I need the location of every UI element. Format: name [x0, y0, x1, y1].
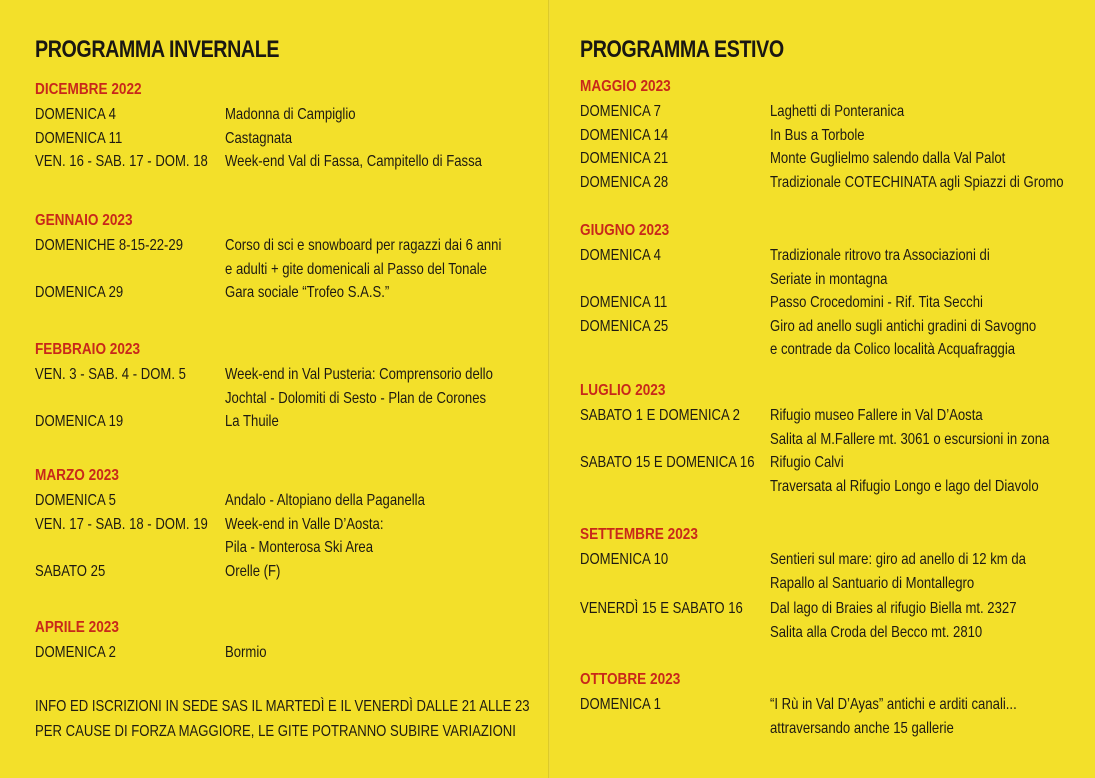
- winter-section-gennaio: [35, 210, 535, 305]
- event-row: [580, 693, 1085, 740]
- winter-section-febbraio: [35, 339, 535, 434]
- event-row: [35, 363, 535, 410]
- month-heading: OTTOBRE 2023: [580, 671, 681, 688]
- event-date: SABATO 15 E DOMENICA 16: [580, 454, 755, 471]
- event-description: Seriate in montagna: [770, 270, 888, 288]
- event-date: VENERDÌ 15 E SABATO 16: [580, 600, 743, 617]
- event-description: In Bus a Torbole: [770, 126, 865, 144]
- event-description: Corso di sci e snowboard per ragazzi dai 6 anni: [225, 237, 502, 254]
- event-description: Orelle (F): [225, 562, 281, 580]
- event-description: attraversando anche 15 gallerie: [770, 719, 954, 737]
- event-date: DOMENICA 11: [580, 294, 668, 311]
- month-heading: LUGLIO 2023: [580, 382, 666, 399]
- winter-program-title: PROGRAMMA INVERNALE: [35, 36, 280, 63]
- month-heading: APRILE 2023: [35, 619, 119, 636]
- event-description: “I Rù in Val D’Ayas” antichi e arditi canali...: [770, 696, 1017, 713]
- event-row: [580, 100, 1085, 124]
- summer-section-maggio: [580, 76, 1085, 194]
- event-date: DOMENICA 5: [35, 492, 116, 509]
- event-date: DOMENICA 2: [35, 644, 116, 661]
- event-description: Week-end in Val Pusteria: Comprensorio dello: [225, 366, 493, 383]
- month-heading: DICEMBRE 2022: [35, 81, 142, 98]
- winter-section-aprile: [35, 617, 535, 665]
- event-description: e contrade da Colico località Acquafraggia: [770, 341, 1016, 358]
- event-description: Rapallo al Santuario di Montallegro: [770, 574, 975, 592]
- summer-section-ottobre: [580, 669, 1085, 740]
- event-row: [35, 281, 535, 305]
- event-description: Monte Guglielmo salendo dalla Val Palot: [770, 150, 1006, 167]
- event-row: [580, 291, 1085, 315]
- event-description: Week-end Val di Fassa, Campitello di Fassa: [225, 153, 482, 170]
- event-row: [580, 244, 1085, 291]
- month-heading: MAGGIO 2023: [580, 78, 671, 95]
- event-date: SABATO 1 E DOMENICA 2: [580, 407, 740, 424]
- event-description: Dal lago di Braies al rifugio Biella mt. 2327: [770, 600, 1017, 617]
- summer-section-settembre: [580, 524, 1085, 644]
- event-date: DOMENICA 14: [580, 126, 669, 144]
- summer-program-title: PROGRAMMA ESTIVO: [580, 36, 784, 63]
- event-description: Rifugio Calvi: [770, 454, 844, 471]
- summer-section-giugno: [580, 220, 1085, 362]
- event-date: VEN. 16 - SAB. 17 - DOM. 18: [35, 153, 208, 170]
- event-date: DOMENICHE 8-15-22-29: [35, 237, 184, 254]
- summer-section-luglio: [580, 380, 1085, 498]
- event-description: Pila - Monterosa Ski Area: [225, 539, 374, 556]
- event-description: Castagnata: [225, 129, 293, 147]
- month-heading: GIUGNO 2023: [580, 222, 670, 239]
- event-date: VEN. 3 - SAB. 4 - DOM. 5: [35, 366, 186, 383]
- event-row: [580, 548, 1085, 595]
- event-row: [35, 234, 535, 281]
- event-description: Passo Crocedomini - Rif. Tita Secchi: [770, 294, 983, 311]
- footer-line: INFO ED ISCRIZIONI IN SEDE SAS IL MARTEDÌ E IL VENERDÌ DALLE 21 ALLE 23: [35, 698, 530, 715]
- event-description: Tradizionale ritrovo tra Associazioni di: [770, 247, 990, 264]
- event-row: [35, 127, 535, 151]
- info-footer: [35, 694, 530, 744]
- event-row: [35, 641, 535, 665]
- month-heading: FEBBRAIO 2023: [35, 341, 141, 358]
- page-fold: [548, 0, 550, 778]
- event-description: e adulti + gite domenicali al Passo del Tonale: [225, 260, 487, 278]
- event-row: [580, 147, 1085, 171]
- event-row: [35, 513, 535, 560]
- event-description: Bormio: [225, 644, 267, 661]
- event-description: La Thuile: [225, 413, 279, 430]
- footer-line: PER CAUSE DI FORZA MAGGIORE, LE GITE POTRANNO SUBIRE VARIAZIONI: [35, 723, 516, 740]
- event-row: [580, 404, 1085, 451]
- event-date: DOMENICA 10: [580, 551, 669, 568]
- event-date: DOMENICA 21: [580, 150, 669, 167]
- event-description: Giro ad anello sugli antichi gradini di Savogno: [770, 317, 1037, 335]
- event-date: DOMENICA 4: [580, 247, 661, 264]
- event-row: [580, 451, 1085, 498]
- winter-section-dicembre: [35, 79, 535, 174]
- event-description: Laghetti di Ponteranica: [770, 103, 905, 120]
- event-date: DOMENICA 19: [35, 413, 124, 430]
- event-date: DOMENICA 11: [35, 129, 123, 147]
- winter-section-marzo: [35, 465, 535, 583]
- event-description: Week-end in Valle D’Aosta:: [225, 515, 384, 533]
- event-date: DOMENICA 25: [580, 317, 669, 335]
- event-row: [35, 560, 535, 584]
- event-date: SABATO 25: [35, 562, 106, 580]
- event-date: DOMENICA 7: [580, 103, 661, 120]
- month-heading: SETTEMBRE 2023: [580, 526, 698, 543]
- event-date: DOMENICA 28: [580, 173, 669, 191]
- event-description: Andalo - Altopiano della Paganella: [225, 492, 425, 509]
- event-description: Rifugio museo Fallere in Val D’Aosta: [770, 407, 983, 424]
- event-row: [35, 410, 535, 434]
- event-date: DOMENICA 1: [580, 696, 661, 713]
- event-description: Sentieri sul mare: giro ad anello di 12 km da: [770, 551, 1026, 568]
- event-description: Traversata al Rifugio Longo e lago del Diavolo: [770, 477, 1039, 495]
- event-row: [35, 489, 535, 513]
- month-heading: MARZO 2023: [35, 467, 119, 484]
- event-date: DOMENICA 29: [35, 284, 124, 301]
- event-row: [580, 171, 1085, 195]
- event-description: Gara sociale “Trofeo S.A.S.”: [225, 284, 390, 301]
- event-row: [35, 103, 535, 127]
- event-date: DOMENICA 4: [35, 106, 116, 123]
- event-description: Jochtal - Dolomiti di Sesto - Plan de Corones: [225, 389, 487, 407]
- event-description: Tradizionale COTECHINATA agli Spiazzi di Gromo: [770, 173, 1064, 191]
- event-row: [580, 315, 1085, 362]
- event-description: Madonna di Campiglio: [225, 106, 356, 123]
- event-description: Salita alla Croda del Becco mt. 2810: [770, 623, 983, 641]
- event-date: VEN. 17 - SAB. 18 - DOM. 19: [35, 515, 208, 533]
- event-row: [580, 597, 1085, 644]
- event-row: [580, 124, 1085, 148]
- month-heading: GENNAIO 2023: [35, 212, 133, 229]
- event-description: Salita al M.Fallere mt. 3061 o escursioni in zona: [770, 430, 1050, 448]
- event-row: [35, 150, 535, 174]
